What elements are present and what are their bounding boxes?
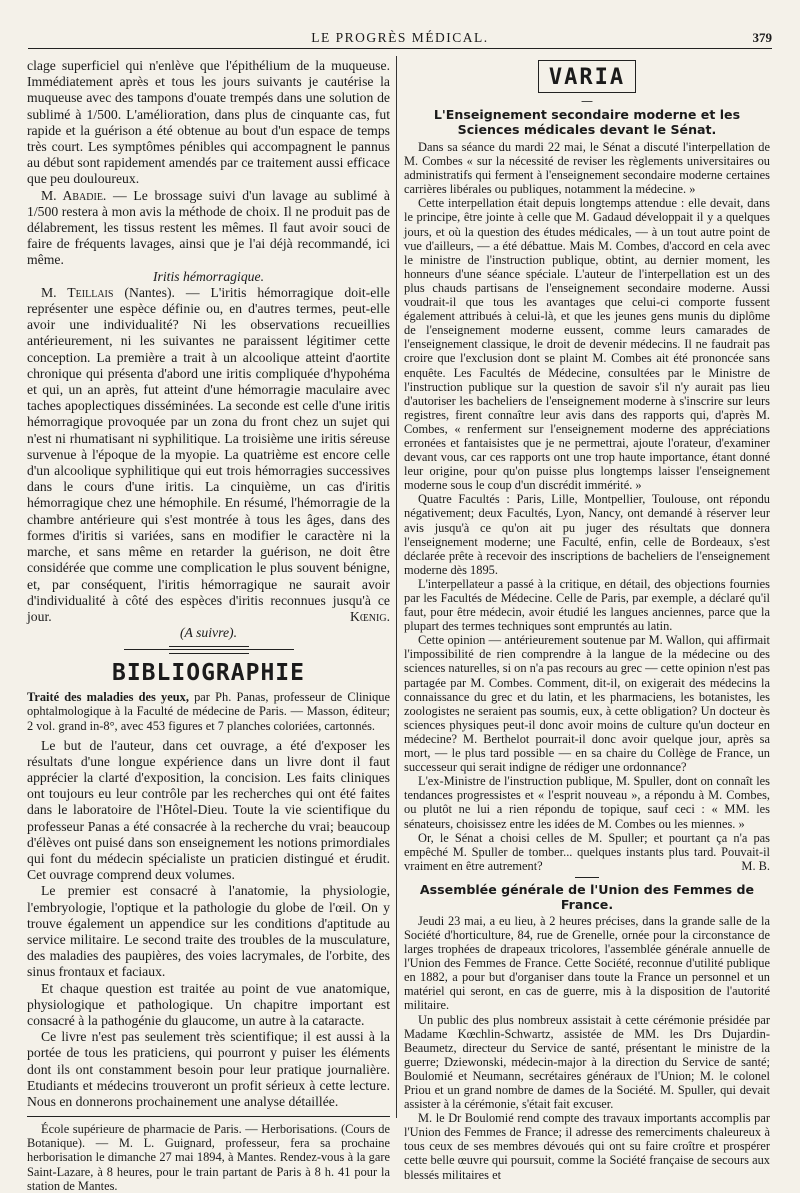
review-paragraph-1: Le but de l'auteur, dans cet ouvrage, a été d'exposer les résultats d'une longue expérience dans un livre dont il faut apprécier la clarté d'exposition, la concision. Les faits cliniques ont toujours eu leur contrôle par les recherches qui ont été faites dans le laboratoire de l'Hôtel-Dieu. Toute la vie scientifique du professeur Panas a été consacrée à la recherche du vrai; beaucoup d'élèves ont puisé dans son enseignement les notions primordiales qui font du médecin spécialiste un praticien distingué et érudit. Cet ouvrage comprend deux volumes. bbox=[27, 737, 390, 883]
page-number: 379 bbox=[752, 30, 772, 45]
review-paragraph-2: Le premier est consacré à l'anatomie, la physiologie, l'embryologie, l'optique et la pathologie du globe de l'œil. On y trouve également un appendice sur les conditions d'aptitude au service militaire. Le second traite des troubles de la musculature, des maladies des paupières, des voies lacrymales, de l'orbite, des sinus frontaux et faciaux. bbox=[27, 883, 390, 980]
running-title: LE PROGRÈS MÉDICAL. bbox=[311, 30, 489, 45]
assemblee-paragraph-3: M. le Dr Boulomié rend compte des travaux importants accomplis par l'Union des Femmes de France; il adresse des remerciments chaleureux à tous ceux de ses membres dévoués qui ont su faire croître et prospérer cette belle œuvre qui poursuit, comme la Société française de secours aux blessés militaires et bbox=[404, 1111, 770, 1182]
abadie-text: — Le brossage suivi d'un lavage au sublimé à 1/500 restera à mon avis la méthode de choix. Il ne produit pas de délabrement, les tissus restent les mêmes. Il faut avoir souci de faire de fréquents lavages, ainsi que je l'ai déjà recommandé, ici même. bbox=[27, 187, 390, 268]
divider bbox=[575, 877, 599, 878]
ornamental-rule bbox=[124, 646, 294, 654]
assemblee-paragraph-1: Jeudi 23 mai, a eu lieu, à 2 heures précises, dans la grande salle de la Société d'horticulture, 84, rue de Grenelle, ornée pour la circonstance de larges trophées de drapeaux tricolores, l'assemblée générale annuelle de l'Union des Femmes de France. Cette Société, reconnue d'utilité publique en 1882, a pour but d'organiser dans toute la France un personnel et un matériel qui seront, en cas de guerre, mis à la disposition de l'autorité militaire. bbox=[404, 913, 770, 1013]
paragraph-pannus-treatment: clage superficiel qui n'enlève que l'épithélium de la muqueuse. Immédiatement après et tous les jours suivants je cautérise la muqueuse avec des tampons d'ouate trempés dans une solution de sublimé à 1/500. L'amélioration, dans plus de cinquante cas, fut rapide et la guérison a été obtenue au bout d'un espace de temps très court. Les symptômes pénibles qui accompagnent le pannus au début sont rapidement amendés par ce traitement aussi efficace que peu douloureux. bbox=[27, 58, 390, 187]
speaker-abadie: M. Abadie. bbox=[41, 187, 107, 203]
paragraph-abadie bbox=[27, 188, 390, 269]
article-paragraph-1: Dans sa séance du mardi 22 mai, le Sénat a discuté l'interpellation de M. Combes « sur la nécessité de reviser les règlements universitaires ou administratifs qui ferment à l'enseignement secondaire moderne certaines carrières libérales ou publiques, notamment la médecine. » bbox=[404, 140, 770, 197]
article-paragraph-5: Cette opinion — antérieurement soutenue par M. Wallon, qui affirmait l'impossibilité de rien comprendre à la langue de la médecine ou des sciences naturelles, si on n'a pas recours au grec — cette opinion n'est pas partagée par M. Combes. Comment, dit-il, on exigerait des médecins la connaissance du grec et du latin, et les pharmaciens, les botanistes, les zoologistes ne seraient pas soumis, eux, à cette obligation? Un docteur ès sciences physiques peut-il donc avoir moins de culture qu'un docteur en médecine? M. Berthelot pourrait-il donc avoir quelque jour, après sa mort, — le plus tard possible — en sa chaire du Collège de France, un successeur qui serait indigne de rédiger une ordonnance? bbox=[404, 633, 770, 775]
article-paragraph-4: L'interpellateur a passé à la critique, en détail, des objections fournies par les Facultés de Médecine. Celle de Paris, par exemple, a déclaré qu'il faut, pour être médecin, avoir étudié les langues anciennes, parce que la plupart des termes techniques sont empruntés au latin. bbox=[404, 576, 770, 634]
book-details: par Ph. Panas, professeur de Clinique ophtalmologique à la Faculté de médecine de Paris. — Masson, éditeur; 2 vol. grand in-8°, avec 453 figures et 7 planches coloriées, cartonnés. bbox=[27, 690, 390, 733]
running-head bbox=[28, 30, 772, 49]
right-column bbox=[404, 58, 770, 1182]
heading-dash: — bbox=[581, 94, 593, 108]
subheading-iritis: Iritis hémorragique. bbox=[152, 268, 265, 284]
section-heading-bibliographie: BIBLIOGRAPHIE bbox=[111, 660, 305, 687]
section-heading-varia: VARIA bbox=[538, 60, 636, 93]
left-column bbox=[27, 58, 390, 1193]
notice-herborisation: École supérieure de pharmacie de Paris. — Herborisations. (Cours de Botanique). — M. L. Guignard, professeur, fera sa prochaine herborisation le dimanche 27 mai 1894, à Mantes. Rendez-vous à la gare Saint-Lazare, à 8 heures, pour le train partant de Paris à 8 h. 41 pour la station de Mantes. bbox=[27, 1122, 390, 1193]
book-reference bbox=[27, 690, 390, 732]
speaker-teillais: M. Teillais bbox=[41, 284, 114, 300]
article-signature: M. B. bbox=[741, 858, 770, 873]
article-paragraph-6: L'ex-Ministre de l'instruction publique, M. Spuller, dont on connaît les tendances progressistes et « l'esprit nouveau », a répondu à M. Combes, ou plutôt ne lui a rien répondu de topique, sauf ceci : « MM. les sénateurs, choisissez entre les idées de M. Combes ou les miennes. » bbox=[404, 774, 770, 831]
article-paragraph-7-text: Or, le Sénat a choisi celles de M. Spuller; et pourtant ça n'a pas empêché M. Spuller de tomber... quelques instants plus tard. Pouvait-il vraiment en être autrement? bbox=[404, 830, 770, 873]
article-title-assemblee: Assemblée générale de l'Union des Femmes de France. bbox=[419, 881, 755, 912]
book-title: Traité des maladies des yeux, bbox=[27, 690, 189, 705]
article-paragraph-7 bbox=[404, 831, 770, 873]
teillais-text: (Nantes). — L'iritis hémorragique doit-elle représenter une espèce définie ou, en d'autres termes, peut-elle avoir une individualité? Ni les observations recueillies antérieurement, ni les suivantes ne paraissent légitimer cette conception. La première a trait à un alcoolique atteint d'aortite chronique qui présenta d'abord une iritis compliquée d'hypohéma et qui, un an après, fut atteint d'une hémorragie maculaire avec taches apoplectiques disséminées. La seconde est celle d'une iritis hémorragique provoquée par un zona du front chez un sujet qui n'est ni rhumatisant ni syphilitique. La troisième une iritis séreuse survenue à l'époque de la myopie. La quatrième est encore celle d'un alcoolique syphilitique qui eut trois hémorragies successives dans le cours d'une iritis. La cinquième, un cas d'iritis hémorragique chez une hémophile. En résumé, l'hémorragie de la chambre antérieure qui s'est montrée à tous les âges, dans des formes d'iritis si variées, sans en modifier le caractère ni la marche, et sans même en retarder la guérison, ne doit être considérée que comme une complication le plus souvent bénigne, et, par conséquent, l'iritis hémorragique ne saurait avoir d'individualité à côté des espèces d'iritis reconnues jusqu'à ce jour. bbox=[27, 284, 390, 624]
to-be-continued: (A suivre). bbox=[179, 625, 237, 641]
review-paragraph-3: Et chaque question est traitée au point de vue anatomique, physiologique et pathologique. Un chapitre important est consacré à la pathogénie du glaucome, un autre à la cataracte. bbox=[27, 980, 390, 1029]
author-signature: Kœnig. bbox=[350, 608, 390, 624]
article-title-enseignement: L'Enseignement secondaire moderne et les Sciences médicales devant le Sénat. bbox=[433, 107, 741, 137]
article-paragraph-2: Cette interpellation était depuis longtemps attendue : elle devait, dans le principe, être jointe à celle que M. Gadaud développait il y a quelques jours, et où la question des études médicales, — à un tout autre point de vue d'ailleurs, — a été débattue. Mais M. Combes, d'accord en cela avec le ministre de l'instruction publique, obtint, au dernier moment, les honneurs d'une séance spéciale. L'auteur de l'interpellation est un des plus chauds partisans de l'enseignement secondaire moderne. Aussi voudrait-il que tous les avantages que celui-ci comporte fussent également attribués à celui-là, et que les jeunes gens munis du diplôme de l'enseignement moderne eussent, comme leurs camarades de l'enseignement classique, le droit de devenir médecins. Il ne faudrait pas croire que l'exclusion dont se plaint M. Combes ait été prononcée sans enquête. Les Facultés de Médecine, consultées par le Ministre de l'instruction publique sur la question de savoir s'il n'y aurait pas lieu d'autoriser les bacheliers de l'enseignement moderne à s'inscrire sur leurs registres, firent connaître leur avis dans des rapports qui, d'après M. Combes, « renferment sur l'enseignement moderne des appréciations erronées et fantaisistes que je ne permettrai, ajoute l'orateur, d'examiner devant vous, car ces rapports ont une trop haute importance, étant donné leur origine, pour qu'on puisse plus longtemps laisser l'enseignement moderne sous le coup d'un discrédit immérité. » bbox=[404, 196, 770, 493]
paragraph-teillais bbox=[27, 285, 390, 625]
article-paragraph-3: Quatre Facultés : Paris, Lille, Montpellier, Toulouse, ont répondu négativement; deux Facultés, Lyon, Nancy, ont demandé à réserver leur avis jusqu'à ce qu'on ait pu juger des résultats que donnera l'enseignement moderne; une Faculté, enfin, celle de Bordeaux, s'est déclarée prête à recevoir des inscriptions de bacheliers de l'enseignement moderne dès 1895. bbox=[404, 492, 770, 577]
column-divider bbox=[396, 56, 397, 1118]
review-paragraph-4: Ce livre n'est pas seulement très scientifique; il est aussi à la portée de tous les praticiens, qui pourront y puiser les éléments dont ils ont constamment besoin pour leur pratique journalière. Etudiants et médecins trouveront un profit sérieux à cette lecture. Nous en donnerons prochainement une analyse détaillée. bbox=[27, 1029, 390, 1110]
assemblee-paragraph-2: Un public des plus nombreux assistait à cette cérémonie présidée par Madame Kœchlin-Schwartz, assistée de MM. les Drs Dujardin-Beaumetz, directeur du Service de santé, présentant le ministre de la guerre; Dziewonski, médecin-major à la direction du Service de santé; Boulomié et Neumann, secrétaires généraux de l'Union; M. le colonel Priou et un grand nombre de dames de la Société. M. Spuller, qui devait assister à la cérémonie, s'était fait excuser. bbox=[404, 1012, 770, 1112]
divider bbox=[27, 1116, 390, 1117]
